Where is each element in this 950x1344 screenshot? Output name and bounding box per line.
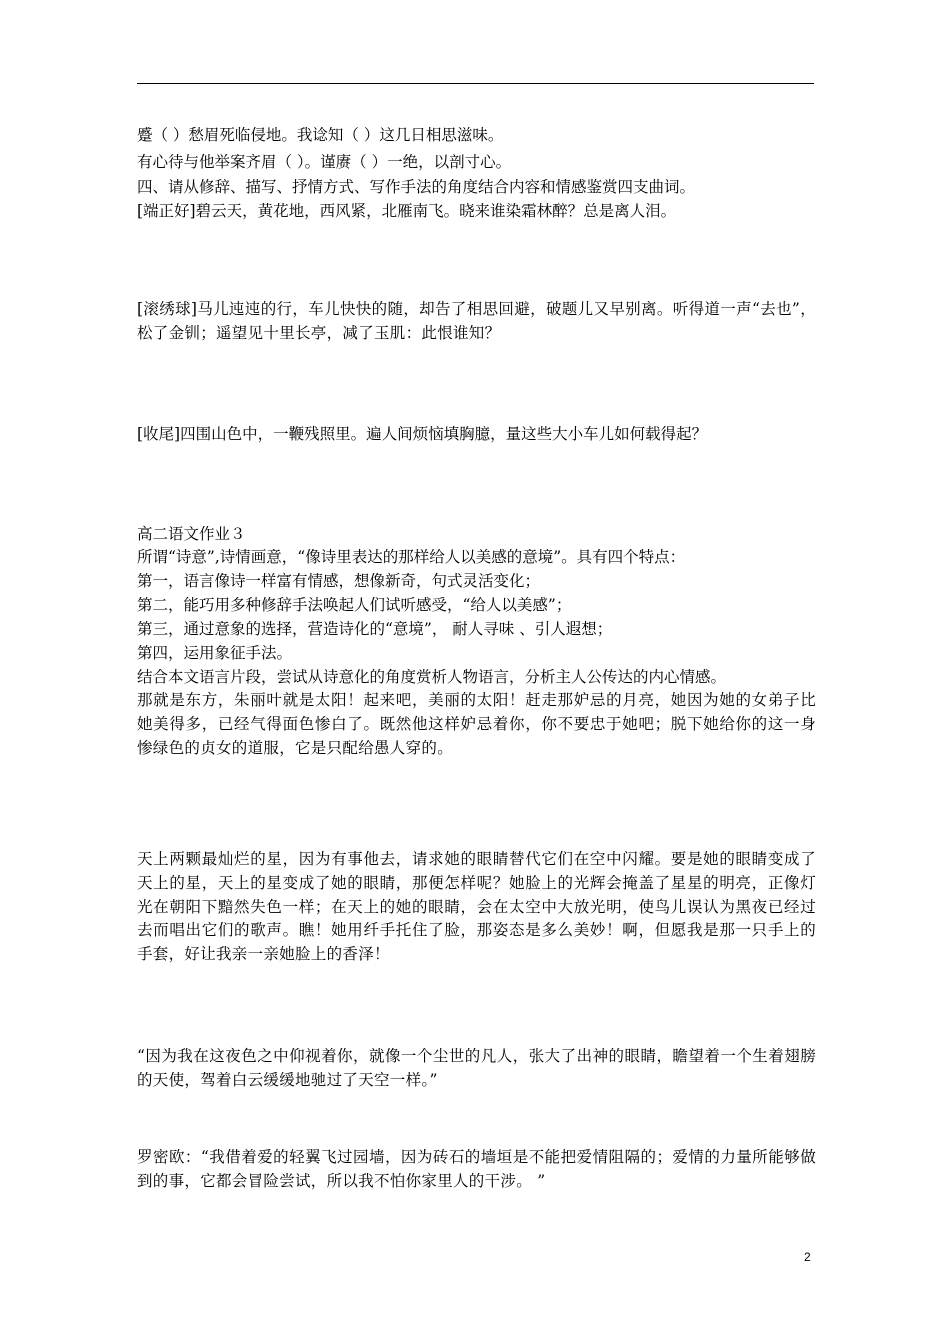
qu-shouwei: [收尾]四围山色中，一鞭残照里。遍人间烦恼填胸臆，量这些大小车儿如何载得起？ xyxy=(137,425,708,443)
text-line: 第三，通过意象的选择，营造诗化的“意境”， 耐人寻味 、引人遐想； xyxy=(137,620,613,638)
qu-duanzhenghao: [端正好]碧云天，黄花地，西风紧，北雁南飞。晓来谁染霜林醉？总是离人泪。 xyxy=(137,202,677,220)
question-four: 四、请从修辞、描写、抒情方式、写作手法的角度结合内容和情感鉴赏四支曲词。 xyxy=(137,178,696,196)
text-line: 第四，运用象征手法。 xyxy=(137,644,293,662)
qu-gunxiuqiu: [滚绣球]马儿迍迍的行，车儿快快的随，却告了相思回避，破题儿又早别离。听得道一声“去也”，松了金钏；遥望见十里长亭，减了玉肌：此恨谁知？ xyxy=(137,300,816,342)
passage-juliet-sun: 那就是东方，朱丽叶就是太阳！起来吧，美丽的太阳！赶走那妒忌的月亮，她因为她的女弟子比她美得多，已经气得面色惨白了。既然他这样妒忌着你，你不要忠于她吧；脱下她给你的这一身惨绿色的贞女的道服，它是只配给愚人穿的。 xyxy=(137,691,816,757)
homework-title: 高二语文作业３ xyxy=(137,525,246,543)
header-rule xyxy=(137,83,814,84)
text-line: 蹙（ ）愁眉死临侵地。我谂知（ ）这几日相思滋味。 xyxy=(137,126,504,144)
text-line: 第二，能巧用多种修辞手法唤起人们试听感受，“给人以美感”； xyxy=(137,596,572,614)
text-line: 有心待与他举案齐眉（ ）。谨赓（ ）一绝，以剖寸心。 xyxy=(137,153,512,171)
page-number: 2 xyxy=(804,1250,811,1264)
passage-angel: “因为我在这夜色之中仰视着你，就像一个尘世的凡人，张大了出神的眼睛，瞻望着一个生着翅膀的天使，驾着白云缓缓地驰过了天空一样。” xyxy=(137,1047,816,1089)
passage-stars-eyes: 天上两颗最灿烂的星，因为有事他去，请求她的眼睛替代它们在空中闪耀。要是她的眼睛变成了天上的星，天上的星变成了她的眼睛，那便怎样呢？她脸上的光辉会掩盖了星星的明亮，正像灯光在朝阳下黯然失色一样；在天上的她的眼睛，会在太空中大放光明，使鸟儿误认为黑夜已经过去而唱出它们的歌声。瞧！她用纤手托住了脸，那姿态是多么美妙！啊，但愿我是那一只手上的手套，好让我亲一亲她脸上的香泽！ xyxy=(137,850,816,964)
text-line: 结合本文语言片段，尝试从诗意化的角度赏析人物语言，分析主人公传达的内心情感。 xyxy=(137,668,727,686)
text-line: 所谓“诗意”,诗情画意，“像诗里表达的那样给人以美感的意境”。具有四个特点： xyxy=(137,548,686,566)
text-line: 第一，语言像诗一样富有情感，想像新奇，句式灵活变化； xyxy=(137,572,541,590)
passage-romeo: 罗密欧：“我借着爱的轻翼飞过园墙，因为砖石的墙垣是不能把爱情阻隔的；爱情的力量所能够做到的事，它都会冒险尝试，所以我不怕你家里人的干涉。 ” xyxy=(137,1148,816,1190)
